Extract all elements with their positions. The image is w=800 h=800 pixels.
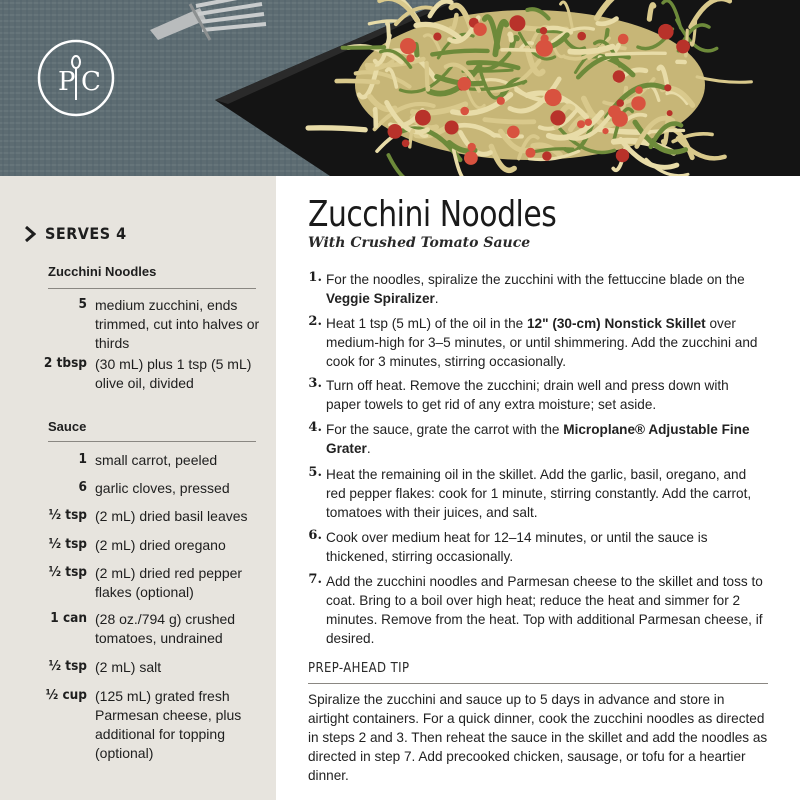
tomato-piece — [540, 27, 547, 34]
tomato-piece — [577, 120, 585, 128]
tomato-piece — [473, 23, 486, 36]
ingredients-panel — [0, 176, 276, 800]
noodle-strand — [647, 130, 683, 132]
tomato-piece — [542, 151, 551, 160]
tomato-piece — [635, 86, 643, 94]
step-text: For the sauce, grate the carrot with the Microplane® Adjustable Fine Grater. — [326, 422, 750, 456]
step-text: For the noodles, spiralize the zucchini with the fettuccine blade on the Veggie Spiralizer. — [326, 272, 745, 306]
step-text: Heat 1 tsp (5 mL) of the oil in the 12" (30-cm) Nonstick Skillet over medium-high for 3–5 minutes, or until shimmering. Add the zucchini and cook for 3 minutes, stirring occasionally. — [326, 316, 758, 369]
ingredient-quantity: 1 can — [50, 610, 87, 626]
tomato-piece — [616, 99, 624, 107]
ingredient-section-heading: Sauce — [48, 419, 87, 434]
ingredient-description: (125 mL) grated fresh Parmesan cheese, plus additional for topping (optional) — [95, 688, 242, 761]
ingredient-quantity: ½ tsp — [48, 507, 87, 523]
ingredient-quantity: ½ tsp — [48, 536, 87, 552]
tomato-piece — [616, 149, 629, 162]
tomato-piece — [460, 107, 469, 116]
ingredient-description: (2 mL) dried red pepper flakes (optional) — [95, 565, 243, 600]
tomato-piece — [550, 110, 565, 125]
ingredient-description: (30 mL) plus 1 tsp (5 mL) olive oil, divided — [95, 356, 252, 391]
ingredient-description: (2 mL) salt — [95, 659, 162, 675]
step-text: Add the zucchini noodles and Parmesan cheese to the skillet and toss to coat. Bring to a boil over high heat; reduce the heat and simmer for 2 minutes. Remove from the heat. Top with additional Parmesan cheese, if desired. — [326, 574, 763, 646]
svg-text:P: P — [58, 67, 76, 97]
noodle-strand — [337, 81, 378, 82]
ingredient-quantity: 5 — [78, 296, 87, 312]
noodle-strand — [343, 47, 385, 48]
recipe-subtitle: With Crushed Tomato Sauce — [308, 235, 531, 251]
tomato-piece — [445, 121, 459, 135]
tomato-piece — [497, 97, 505, 105]
step-text: Cook over medium heat for 12–14 minutes, or until the sauce is thickened, stirring occasionally. — [326, 530, 708, 564]
tomato-piece — [433, 33, 441, 41]
tomato-piece — [613, 70, 625, 82]
serves-label: SERVES 4 — [45, 224, 127, 243]
tomato-piece — [402, 140, 410, 148]
ingredient-description: (2 mL) dried basil leaves — [95, 508, 248, 524]
tomato-piece — [464, 151, 478, 165]
tomato-piece — [541, 34, 549, 42]
tomato-piece — [468, 143, 476, 151]
serves-row — [24, 224, 127, 243]
tomato-piece — [545, 89, 562, 106]
hero-photo — [0, 0, 800, 176]
ingredient-description: small carrot, peeled — [95, 452, 218, 468]
tomato-piece — [618, 34, 629, 45]
tomato-piece — [631, 96, 645, 110]
noodle-strand — [463, 70, 512, 71]
noodle-strand — [485, 120, 534, 122]
step-text: Turn off heat. Remove the zucchini; drain well and press down with paper towels to get rid of any extra moisture; set aside. — [326, 378, 729, 412]
tomato-piece — [415, 110, 431, 126]
tomato-piece — [526, 148, 536, 158]
step-number: 3. — [308, 376, 322, 391]
step-number: 7. — [308, 572, 322, 587]
tomato-piece — [658, 24, 674, 40]
tomato-piece — [608, 105, 621, 118]
tomato-piece — [507, 126, 520, 139]
tomato-piece — [602, 128, 608, 134]
tomato-piece — [509, 15, 525, 31]
tomato-piece — [406, 54, 414, 62]
tomato-piece — [388, 124, 403, 139]
section-divider — [48, 441, 256, 442]
ingredient-quantity: 6 — [78, 479, 87, 495]
step-number: 4. — [308, 420, 322, 435]
ingredient-description: (28 oz./794 g) crushed tomatoes, undrained — [95, 611, 236, 646]
noodle-strand — [375, 109, 376, 126]
ingredient-description: garlic cloves, pressed — [95, 480, 230, 496]
tomato-piece — [400, 38, 416, 54]
tomato-piece — [585, 119, 592, 126]
ingredient-quantity: ½ tsp — [48, 564, 87, 580]
tomato-piece — [577, 32, 586, 41]
noodle-strand — [510, 34, 511, 40]
ingredient-quantity: 1 — [78, 451, 87, 467]
tip-text: Spiralize the zucchini and sauce up to 5 days in advance and store in airtight containers. For a quick dinner, cook the zucchini noodles as directed in steps 2 and 3. Then reheat the sauce in the skillet and add the noodles as directed in step 7. Add precooked chicken, sausage, or tofu for a heartier dinner. — [308, 692, 768, 783]
tomato-piece — [667, 110, 673, 116]
ingredient-description: (2 mL) dried oregano — [95, 537, 226, 553]
pampered-chef-logo — [36, 38, 116, 118]
ingredient-quantity: ½ cup — [45, 687, 87, 703]
recipe-title: Zucchini Noodles — [308, 194, 557, 235]
step-number: 1. — [308, 270, 322, 285]
tomato-piece — [664, 84, 671, 91]
ingredient-quantity: ½ tsp — [48, 658, 87, 674]
tomato-piece — [676, 40, 690, 54]
noodle-strand — [427, 63, 429, 89]
section-divider — [48, 288, 256, 289]
step-number: 6. — [308, 528, 322, 543]
ingredient-description: medium zucchini, ends trimmed, cut into halves or thirds — [95, 297, 260, 351]
svg-text:C: C — [81, 67, 101, 97]
noodle-strand — [607, 53, 666, 54]
tip-divider — [308, 683, 768, 684]
tomato-piece — [458, 77, 472, 91]
step-number: 2. — [308, 314, 322, 329]
step-number: 5. — [308, 465, 322, 480]
ingredient-section-heading: Zucchini Noodles — [48, 264, 157, 279]
ingredient-quantity: 2 tbsp — [43, 355, 87, 371]
chevron-right-icon — [24, 226, 36, 242]
zucchini-noodles-photo — [0, 0, 800, 176]
noodle-strand — [308, 128, 365, 130]
step-text: Heat the remaining oil in the skillet. Add the garlic, basil, oregano, and red pepper flakes: cook for 1 minute, stirring constantly. Add the carrot, tomatoes with their juices, and salt. — [326, 467, 752, 520]
tip-heading: PREP-AHEAD TIP — [308, 661, 410, 676]
